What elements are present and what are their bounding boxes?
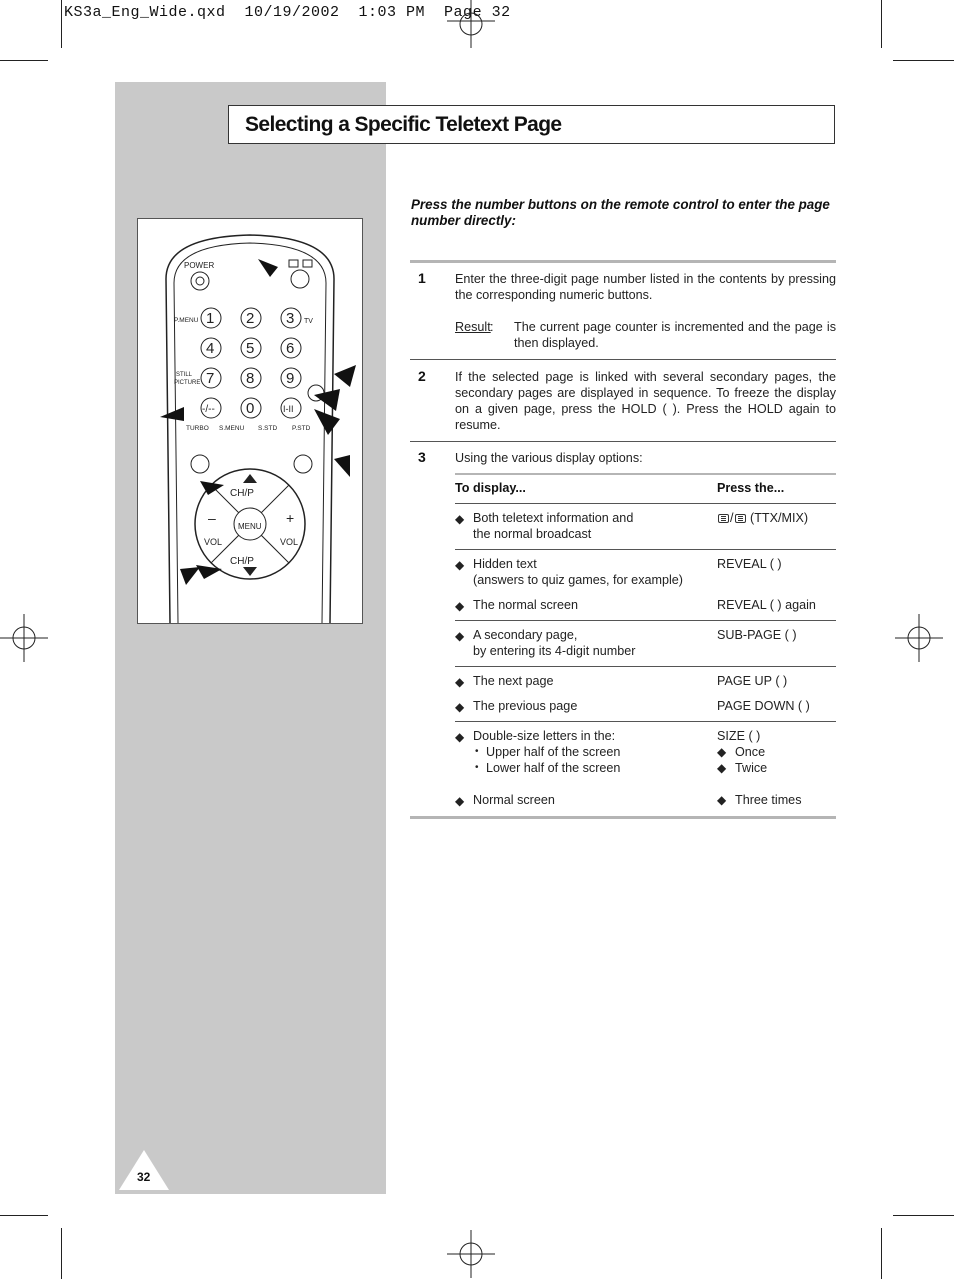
- dot-bullet-icon: •: [475, 746, 479, 757]
- vol-minus-label: –: [208, 510, 216, 526]
- size-button[interactable]: [294, 455, 312, 473]
- step-text: If the selected page is linked with several secondary pages, the secondary pages are displayed in sequence. To freeze the display on a given page, press the HOLD ( ). Press the HOLD again to resume.: [455, 370, 836, 432]
- step-number: 1: [418, 270, 426, 286]
- ch-down-label: CH/P: [230, 556, 254, 567]
- crop-mark: [0, 1215, 48, 1216]
- page-number: 32: [137, 1170, 151, 1184]
- power-label: POWER: [184, 261, 215, 270]
- diamond-bullet-icon: ◆: [455, 512, 465, 526]
- digit-label: 5: [246, 340, 255, 357]
- diamond-bullet-icon: ◆: [455, 599, 465, 613]
- dot-bullet-icon: •: [475, 762, 479, 773]
- digit-label: 7: [206, 370, 215, 387]
- print-slug: KS3a_Eng_Wide.qxd 10/19/2002 1:03 PM Page 32: [64, 4, 511, 21]
- digit-label: 3: [286, 310, 295, 327]
- registration-mark-left: [0, 614, 48, 662]
- diamond-bullet-icon: ◆: [717, 793, 727, 807]
- power-button[interactable]: [191, 272, 209, 290]
- ttx-icon: [718, 514, 729, 523]
- vol-left-label: VOL: [204, 537, 223, 547]
- table-rule: [455, 503, 836, 504]
- digit-label: 1: [206, 310, 215, 327]
- remote-illustration: [137, 218, 363, 624]
- digit-label: 8: [246, 370, 255, 387]
- table-top-rule: [455, 473, 836, 475]
- tv-label: TV: [304, 318, 313, 325]
- diamond-bullet-icon: ◆: [455, 794, 465, 808]
- diamond-bullet-icon: ◆: [455, 675, 465, 689]
- step-text: Using the various display options:: [455, 451, 643, 465]
- dash-label: -/--: [202, 404, 215, 415]
- step-number: 3: [418, 449, 426, 465]
- diamond-bullet-icon: ◆: [455, 558, 465, 572]
- diamond-bullet-icon: ◆: [455, 629, 465, 643]
- page-number-badge: [119, 1150, 169, 1190]
- sstd-label: S.STD: [258, 425, 278, 432]
- step-number: 2: [418, 368, 426, 384]
- dual-label: I-II: [283, 404, 294, 414]
- ttx-mix-button[interactable]: [291, 270, 309, 288]
- picture-label: PICTURE: [174, 380, 201, 386]
- digit-label: 2: [246, 310, 255, 327]
- table-rule: [455, 549, 836, 550]
- step-text: Enter the three-digit page number listed in the contents by pressing the corresponding numeric buttons.: [455, 272, 836, 302]
- digit-label: 9: [286, 370, 295, 387]
- crop-mark: [0, 60, 48, 61]
- diamond-bullet-icon: ◆: [717, 761, 727, 775]
- crop-mark: [881, 1228, 882, 1279]
- step-divider: [410, 441, 836, 442]
- registration-mark-right: [895, 614, 943, 662]
- step-divider: [410, 359, 836, 360]
- pointer-arrow: [334, 455, 350, 477]
- diamond-bullet-icon: ◆: [455, 730, 465, 744]
- result-label: Result: [455, 320, 491, 334]
- smenu-label: S.MENU: [219, 425, 245, 432]
- digit-label: 6: [286, 340, 295, 357]
- still-label: STILL: [176, 372, 193, 378]
- result-colon: :: [490, 320, 494, 334]
- pointer-arrow: [334, 365, 356, 387]
- table-rule: [455, 620, 836, 621]
- menu-label: MENU: [238, 522, 262, 531]
- registration-mark-top: [447, 0, 495, 48]
- mute-button[interactable]: [191, 455, 209, 473]
- table-rule: [455, 721, 836, 722]
- crop-mark: [893, 1215, 954, 1216]
- section-bottom-rule: [410, 816, 836, 819]
- pmenu-label: P.MENU: [174, 317, 199, 324]
- vol-right-label: VOL: [280, 537, 299, 547]
- digit-label: 0: [246, 400, 255, 417]
- table-rule: [455, 666, 836, 667]
- vol-plus-label: +: [286, 510, 295, 526]
- page-title: Selecting a Specific Teletext Page: [245, 113, 562, 136]
- intro-text: Press the number buttons on the remote control to enter the page number directly:: [411, 197, 830, 228]
- ch-up-label: CH/P: [230, 488, 254, 499]
- crop-mark: [881, 0, 882, 48]
- table-header-press: Press the...: [717, 481, 785, 495]
- diamond-bullet-icon: ◆: [455, 700, 465, 714]
- section-rule: [410, 260, 836, 263]
- crop-mark: [61, 0, 62, 48]
- crop-mark: [893, 60, 954, 61]
- digit-label: 4: [206, 340, 215, 357]
- result-text: The current page counter is incremented and the page is then displayed.: [514, 320, 836, 350]
- diamond-bullet-icon: ◆: [717, 745, 727, 759]
- table-header-display: To display...: [455, 481, 526, 495]
- mix-icon: [735, 514, 746, 523]
- crop-mark: [61, 1228, 62, 1279]
- turbo-label: TURBO: [186, 425, 209, 432]
- page-title-box: [228, 105, 835, 144]
- remote-control-drawing: [138, 219, 362, 623]
- pstd-label: P.STD: [292, 425, 311, 432]
- registration-mark-bottom: [447, 1230, 495, 1278]
